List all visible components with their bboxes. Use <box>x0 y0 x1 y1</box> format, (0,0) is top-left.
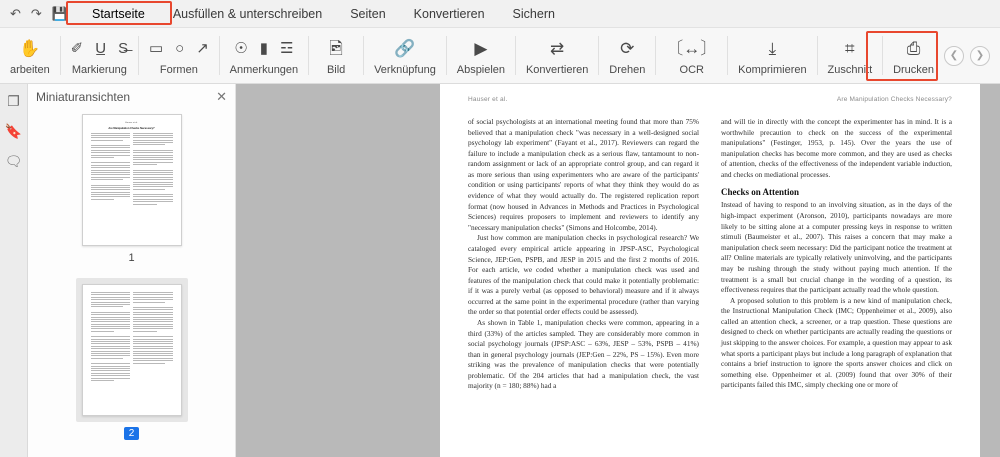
compress-icon: ⤓ <box>768 38 777 58</box>
thumbnail-selection-frame <box>76 278 188 422</box>
highlighter-icon[interactable]: ✐ <box>70 39 84 57</box>
thumb-column-left <box>91 133 131 207</box>
ribbon-label-zuschnitt: Zuschnitt <box>827 64 873 76</box>
side-rail <box>0 84 28 457</box>
ribbon-label-markierung: Markierung <box>71 64 127 76</box>
ribbon-label-verknuepfung: Verknüpfung <box>374 64 436 76</box>
ribbon-button-ocr[interactable] <box>656 28 727 83</box>
ribbon-button-anmerkungen[interactable] <box>220 28 308 83</box>
left-paragraph-2: Just how common are manipulation checks in psychological research? We cataloged every empirical article appearing in JPSP-ASC, Psychological Science, JEP:Gen, PSPB, and JESP in 2015 and the first 2 months of 2016. For each article, we coded whether a manipulation check was used and features of the manipulation check that could make it potentially problematic: if it was a purely verbal (as opposed to behavioral) measure and if it always occurred at the same point in the experimental procedure (rather than varying the order so that potential order effects could be assessed). <box>468 233 699 317</box>
running-head-left: Hauser et al. <box>468 96 508 103</box>
ribbon-toolbar <box>0 28 1000 84</box>
ribbon-label-komprimieren: Komprimieren <box>738 64 807 76</box>
chevron-left-icon[interactable]: ❮ <box>944 46 964 66</box>
document-page <box>440 84 980 457</box>
ribbon-label-ocr: OCR <box>679 64 704 76</box>
strikethrough-icon[interactable]: S̶ <box>118 39 129 57</box>
ribbon-button-konvertieren[interactable] <box>516 28 598 83</box>
thumb-columns <box>91 133 173 207</box>
play-icon: ▶ <box>474 38 488 58</box>
workspace <box>0 84 1000 457</box>
ribbon-nav-buttons <box>944 28 1000 83</box>
viewer-left-margin <box>256 84 440 457</box>
arrow-icon[interactable]: ↗ <box>196 39 209 57</box>
rectangle-icon[interactable]: ▭ <box>148 39 164 57</box>
annotation-icons <box>234 35 293 61</box>
thumbnail-list <box>28 110 235 457</box>
tab-seiten[interactable] <box>336 0 399 27</box>
thumb-column-left <box>91 292 131 382</box>
ribbon-button-drucken[interactable] <box>883 28 944 83</box>
thumbnail-panel-title: Miniaturansichten <box>36 90 131 104</box>
close-icon[interactable]: ✕ <box>216 89 227 104</box>
crop-icon: ⌗ <box>845 38 855 58</box>
ribbon-label-formen: Formen <box>159 64 198 76</box>
thumb-running-head: Hauser et al. <box>125 122 138 124</box>
convert-icon: ⇄ <box>550 38 565 58</box>
ribbon-button-komprimieren[interactable] <box>728 28 816 83</box>
comments-icon[interactable]: 🗨 <box>4 153 23 169</box>
ribbon-label-bild: Bild <box>326 64 346 76</box>
ribbon-button-abspielen[interactable] <box>447 28 515 83</box>
ribbon-label-konvertieren: Konvertieren <box>525 64 589 76</box>
ribbon-button-drehen[interactable] <box>599 28 655 83</box>
ribbon-button-verknuepfung[interactable] <box>364 28 446 83</box>
left-paragraph-1: of social psychologists at an international meeting found that more than 75% believed that a manipulation check "was necessary in a well-designed social psychology lab experiment" (Fayant et al., 2017). Reviewers can regard the failure to include a manipulation check as a serious flaw, tantamount to non-random assignment or lack of an appropriate control group, and can regard it as more serious than using experimenters who are aware of the participants' condition or using participants' reports of what they think they would do as evidence of what they would actually do. The registered replication report format (now housed in Advances in Methods and Practices in Psychological Sciences) requires proposers to implement and reviewers to identify any "necessary manipulation checks" (Simons and Holcombe, 2014). <box>468 117 699 232</box>
ellipse-icon[interactable]: ○ <box>175 39 185 57</box>
redo-icon[interactable]: ↷ <box>30 6 42 21</box>
thumbnail-item-2[interactable] <box>28 278 235 454</box>
tab-startseite-label: Startseite <box>92 6 145 21</box>
tab-seiten-label: Seiten <box>350 6 386 21</box>
chevron-right-icon[interactable]: ❯ <box>970 46 990 66</box>
right-column <box>721 117 952 392</box>
thumb-columns <box>91 292 173 382</box>
hand-tool-icon: ✋ <box>19 38 41 58</box>
ribbon-button-formen[interactable] <box>139 28 219 83</box>
section-heading-checks-on-attention: Checks on Attention <box>721 187 800 198</box>
page-number-1: 1 <box>128 252 135 264</box>
tab-konvertieren[interactable] <box>400 0 499 27</box>
tab-konvertieren-label: Konvertieren <box>413 6 485 21</box>
text-box-icon[interactable]: ▮ <box>259 39 269 57</box>
thumb-column-right <box>133 133 173 207</box>
running-head <box>468 96 952 103</box>
ribbon-button-bild[interactable] <box>309 28 363 83</box>
page-columns <box>468 117 952 392</box>
thumb-page-title: Are Manipulation Checks Necessary? <box>108 127 155 130</box>
ribbon-label-bearbeiten: arbeiten <box>9 64 50 76</box>
ocr-icon: 〔↔〕 <box>666 38 718 58</box>
undo-icon[interactable]: ↶ <box>10 6 21 21</box>
bookmarks-icon[interactable]: 🔖 <box>4 123 23 139</box>
thumbnail-item-1[interactable] <box>28 114 235 278</box>
tab-ausfuellen-label: Ausfüllen & unterschreiben <box>172 6 323 21</box>
image-icon: 🖻 <box>329 38 343 58</box>
save-icon[interactable]: 💾 <box>51 6 68 21</box>
thumb-column-right <box>133 292 173 382</box>
quick-access-toolbar <box>6 7 78 20</box>
document-viewer[interactable] <box>236 84 1000 457</box>
ribbon-label-abspielen: Abspielen <box>456 64 506 76</box>
tab-list <box>78 0 569 27</box>
ribbon-button-markierung[interactable] <box>61 28 138 83</box>
printer-icon: ⎙ <box>906 38 921 58</box>
tab-sichern[interactable] <box>499 0 569 27</box>
underline-icon[interactable]: U̲ <box>95 39 107 57</box>
page-thumbnail-1[interactable] <box>82 114 182 246</box>
markup-icons <box>71 35 128 61</box>
ribbon-button-bearbeiten[interactable] <box>0 28 60 83</box>
running-head-right: Are Manipulation Checks Necessary? <box>836 96 952 103</box>
right-paragraph-1: and will tie in directly with the concept the experimenter has in mind. It is a worthwhile precaution to check on the success of the experimental manipulations" (Festinger, 1953, p. 145). Over the years the use of manipulation checks has become more common, and they are used as checks of attention, checks of the effectiveness of the independent variable induction, and checks on mediational processes. <box>721 117 952 179</box>
thumbnail-panel-header <box>28 84 235 110</box>
ribbon-label-drucken: Drucken <box>893 64 935 76</box>
ribbon-label-drehen: Drehen <box>609 64 646 76</box>
page-number-2: 2 <box>124 427 140 440</box>
thumbnail-panel <box>28 84 236 457</box>
link-icon: 🔗 <box>394 38 416 58</box>
page-thumbnail-2[interactable] <box>82 284 182 416</box>
tab-sichern-label: Sichern <box>512 6 555 21</box>
thumbnails-icon[interactable]: ❐ <box>7 93 20 109</box>
shape-icons <box>149 35 209 61</box>
ribbon-tab-bar <box>0 0 1000 28</box>
right-paragraph-3: A proposed solution to this problem is a new kind of manipulation check, the Instructional Manipulation Check (IMC; Oppenheimer et al., 2009), also called an attention check, a screener, or a trap question. These questions are designed to check on whether participants are actually reading the questions or just skipping to the answer choices. For example, a question may appear to ask what sports a participant plays but include a long paragraph of explanation that contains a brief instruction to ignore the sports answer choices and click on something else. Oppenheimer et al. (2009) found that over 30% of their participants failed this IMC, simply checking one or more of <box>721 295 952 390</box>
tab-ausfuellen-unterschreiben[interactable] <box>159 0 336 27</box>
stamp-icon[interactable]: ☲ <box>280 39 294 57</box>
right-paragraph-2: Instead of having to respond to an involving situation, as in the days of the high-impact experiment (Aronson, 2010), participants nowadays are more likely to be sitting alone at a computer pressing keys in response to written stimuli (Baumeister et al., 2007). This raises a concern that may make a manipulation check seem necessary: Did the participant notice the treatment at all? Online materials are typically relatively uninvolving, and the participants may be rushing through the study without paying much attention. If the treatment is a small but crucial change in the wording of a question, its effectiveness requires that the participant actually read the whole question. <box>721 200 952 295</box>
ribbon-button-zuschnitt[interactable] <box>818 28 883 83</box>
ribbon-label-anmerkungen: Anmerkungen <box>229 64 299 76</box>
sticky-note-icon[interactable]: ☉ <box>234 39 248 57</box>
tab-startseite[interactable] <box>78 0 159 27</box>
rotate-icon: ⟳ <box>620 38 635 58</box>
left-column <box>468 117 699 392</box>
left-paragraph-3: As shown in Table 1, manipulation checks were common, appearing in a third (33%) of the articles sampled. They are considerably more common in social psychology journals (JPSP:ASC – 63%, JESP – 53%, PSPB – 41%) than in general psychology journals (JEP:Gen – 22%, PS – 15%). Even more striking was the prevalence of manipulation checks that were potentially problematic. Of the 204 articles that had a manipulation check, the vast majority (n = 180; 88%) had a <box>468 317 699 391</box>
